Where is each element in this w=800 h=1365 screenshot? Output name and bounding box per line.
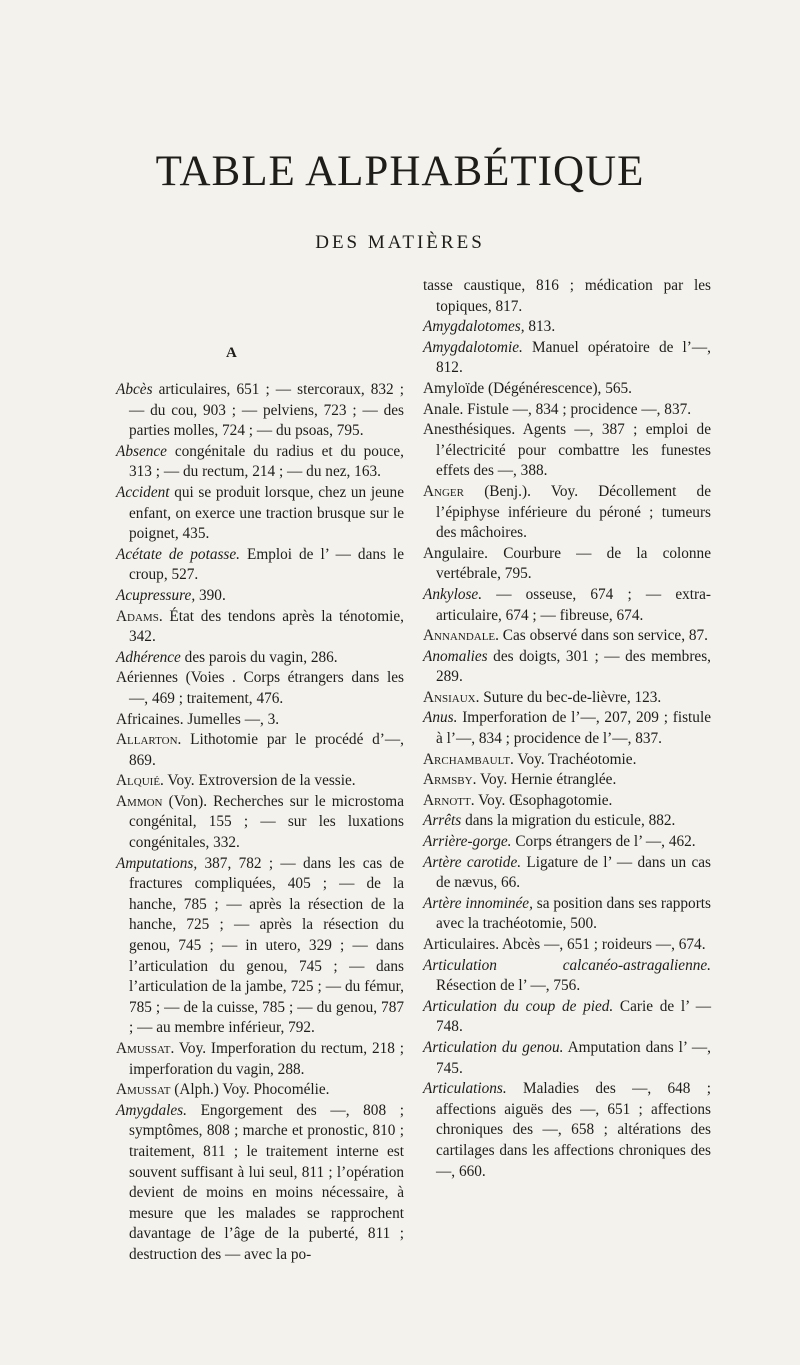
index-entry-text: des parois du vagin, 286. bbox=[180, 648, 338, 666]
index-entry-term: Adams. bbox=[116, 607, 163, 625]
index-entry-text: Amputation dans l’ —, 745. bbox=[436, 1038, 711, 1077]
index-entry-term: Anale. bbox=[423, 400, 464, 418]
index-entry bbox=[423, 997, 711, 1038]
index-entry bbox=[116, 380, 404, 442]
index-entry bbox=[116, 442, 404, 483]
index-entry-term: Articulation du genou. bbox=[423, 1038, 564, 1056]
index-entry-term: Amyloïde bbox=[423, 379, 485, 397]
index-entry-term: Amputations, bbox=[116, 854, 198, 872]
index-entry bbox=[116, 648, 404, 669]
index-entry-text: congénitale du radius et du pouce, 313 ; — du rectum, 214 ; — du nez, 163. bbox=[129, 442, 404, 481]
page-title: TABLE ALPHABÉTIQUE bbox=[155, 148, 645, 195]
index-entry-term: Aériennes bbox=[116, 669, 179, 687]
index-entry-text: Voy. Extroversion de la vessie. bbox=[163, 772, 356, 790]
index-entry-text: Ligature de l’ — dans un cas de nævus, 66. bbox=[436, 853, 711, 892]
index-entry-term: Anomalies bbox=[423, 647, 488, 665]
index-entry-term: Africaines. bbox=[116, 710, 184, 728]
index-entry-term: Artère carotide. bbox=[423, 853, 522, 871]
index-entry bbox=[116, 586, 404, 607]
index-entry bbox=[423, 338, 711, 379]
index-entry-term: Amussat bbox=[116, 1081, 171, 1099]
index-entry-term: Armsby. bbox=[423, 771, 477, 789]
index-entry-text: Suture du bec-de-lièvre, 123. bbox=[479, 688, 662, 706]
index-entry-text: Manuel opératoire de l’—, 812. bbox=[436, 338, 711, 377]
index-entry-text: (Alph.) Voy. Phocomélie. bbox=[170, 1081, 330, 1099]
index-entry bbox=[116, 771, 404, 792]
index-entry-text: Carie de l’ — 748. bbox=[436, 997, 711, 1036]
section-letter: A bbox=[226, 345, 237, 361]
index-entry-term: Amygdalotomie. bbox=[423, 338, 523, 356]
index-entry-text: dans la migration du esticule, 882. bbox=[461, 812, 676, 830]
index-entry-term: Alquié. bbox=[116, 772, 164, 790]
index-entry bbox=[116, 483, 404, 545]
index-entry-text: (Dégénérescence), 565. bbox=[484, 379, 632, 397]
index-entry-term: Ansiaux. bbox=[423, 688, 480, 706]
index-entry-term: Amygdales. bbox=[116, 1101, 187, 1119]
index-column-right bbox=[423, 276, 711, 1182]
index-entry-term: Articulaires. bbox=[423, 936, 500, 953]
index-entry-term: Absence bbox=[116, 442, 167, 460]
index-entry-text: Voy. Imperforation du rectum, 218 ; imperforation du vagin, 288. bbox=[129, 1040, 404, 1078]
index-entry bbox=[116, 792, 404, 854]
index-entry bbox=[423, 276, 711, 317]
index-entry bbox=[423, 894, 711, 935]
index-entry-term: Angulaire. bbox=[423, 544, 488, 562]
index-entry bbox=[423, 400, 711, 421]
index-entry bbox=[423, 853, 711, 894]
index-entry bbox=[423, 956, 711, 997]
index-entry-text: articulaires, 651 ; — stercoraux, 832 ; — du cou, 903 ; — pelviens, 723 ; — des parties molles, 724 ; — du psoas, 795. bbox=[129, 381, 404, 440]
index-entry bbox=[116, 854, 404, 1039]
index-entry bbox=[116, 607, 404, 648]
index-entry-text: Courbure — de la colonne vertébrale, 795. bbox=[436, 544, 711, 583]
index-entry-text: tasse caustique, 816 ; médication par les topiques, 817. bbox=[423, 277, 711, 315]
index-entry-term: Acupressure, bbox=[116, 586, 196, 604]
index-entry bbox=[423, 420, 711, 482]
index-entry-text: (Benj.). Voy. Décollement de l’épiphyse inférieure du péroné ; tumeurs des mâchoires. bbox=[436, 482, 711, 542]
index-entry-term: Adhérence bbox=[116, 648, 181, 666]
index-entry-term: Ammon bbox=[116, 792, 163, 810]
index-entry bbox=[423, 750, 711, 771]
index-entry bbox=[116, 1080, 404, 1101]
index-column-left bbox=[116, 380, 404, 1266]
index-entry bbox=[423, 482, 711, 544]
index-entry-term: Articulation calcanéo-astragalienne. bbox=[423, 956, 711, 974]
index-entry-term: Amussat. bbox=[116, 1040, 175, 1057]
index-entry bbox=[116, 1039, 404, 1080]
index-entry-text: Agents —, 387 ; emploi de l’électricité pour combattre les funestes effets des —, 388. bbox=[436, 421, 711, 480]
index-entry-text: Jumelles —, 3. bbox=[183, 710, 280, 728]
index-entry-term: Arrière-gorge. bbox=[423, 833, 512, 851]
index-entry bbox=[423, 1038, 711, 1079]
index-entry-text: Maladies des —, 648 ; affections aiguës des —, 651 ; affections chroniques des —, 658 ; altérations des cartilages dans les affections chroniques des —, 660. bbox=[436, 1080, 711, 1180]
index-entry-text: Cas observé dans son service, 87. bbox=[498, 627, 708, 645]
index-entry bbox=[423, 544, 711, 585]
page-subtitle: DES MATIÈRES bbox=[315, 232, 485, 253]
index-entry bbox=[423, 832, 711, 853]
index-entry-text: Engorgement des —, 808 ; symptômes, 808 ; marche et pronostic, 810 ; traitement, 811 ; le traitement interne est souvent suffisant à lui seul, 811 ; l’opération devient de moins en moins nécessaire, à mesure que les malades se rapprochent davantage de l’âge de la puberté, 811 ; destruction des — avec la po- bbox=[129, 1101, 404, 1263]
index-entry bbox=[116, 545, 404, 586]
index-entry-text: Imperforation de l’—, 207, 209 ; fistule à l’—, 834 ; procidence de l’—, 837. bbox=[436, 709, 711, 748]
index-entry-term: Archambault. bbox=[423, 750, 514, 768]
index-entry bbox=[423, 688, 711, 709]
index-entry-text: Voy. Trachéotomie. bbox=[513, 750, 637, 768]
index-entry bbox=[423, 708, 711, 749]
index-entry-text: Lithotomie par le procédé d’—, 869. bbox=[129, 731, 404, 769]
index-entry-term: Arnott. bbox=[423, 791, 475, 809]
index-entry bbox=[116, 710, 404, 731]
index-entry-term: Annandale. bbox=[423, 627, 499, 645]
index-entry-text: sa position dans ses rapports avec la trachéotomie, 500. bbox=[436, 894, 711, 933]
index-entry bbox=[423, 317, 711, 338]
index-entry bbox=[423, 935, 711, 956]
index-entry-text: État des tendons après la ténotomie, 342. bbox=[129, 607, 404, 646]
index-entry-text: Fistule —, 834 ; procidence —, 837. bbox=[463, 400, 692, 418]
index-entry-text: (Von). Recherches sur le microstoma congénital, 155 ; — sur les luxations congénitales, 332. bbox=[129, 792, 404, 852]
index-entry-term: Abcès bbox=[116, 381, 153, 398]
index-entry bbox=[423, 791, 711, 812]
index-entry bbox=[423, 1079, 711, 1182]
index-entry-text: Voy. Œsophagotomie. bbox=[474, 791, 613, 809]
index-entry-text: Abcès —, 651 ; roideurs —, 674. bbox=[499, 936, 706, 953]
index-entry-text: Emploi de l’ — dans le croup, 527. bbox=[129, 545, 404, 584]
index-entry-text: — osseuse, 674 ; — extra-articulaire, 674 ; — fibreuse, 674. bbox=[436, 585, 711, 624]
index-entry-text: (Voies . Corps étrangers dans les —, 469 ; traitement, 476. bbox=[129, 669, 404, 707]
index-entry-text: 390. bbox=[195, 586, 226, 604]
index-entry-text: des doigts, 301 ; — des membres, 289. bbox=[436, 647, 711, 686]
index-entry bbox=[423, 585, 711, 626]
index-entry-term: Artère innominée, bbox=[423, 894, 533, 912]
index-entry-term: Arrêts bbox=[423, 812, 462, 830]
index-entry-term: Amygdalotomes, bbox=[423, 318, 525, 336]
index-entry-term: Anus. bbox=[423, 709, 458, 727]
index-entry-term: Articulations. bbox=[423, 1080, 507, 1098]
index-entry bbox=[423, 379, 711, 400]
index-entry-text: Corps étrangers de l’ —, 462. bbox=[511, 833, 696, 851]
index-entry-text: Résection de l’ —, 756. bbox=[436, 977, 581, 995]
index-entry-term: Anger bbox=[423, 482, 464, 500]
index-entry bbox=[423, 811, 711, 832]
index-entry-term: Acétate de potasse. bbox=[116, 545, 240, 563]
index-entry bbox=[423, 647, 711, 688]
index-entry-text: 387, 782 ; — dans les cas de fractures compliquées, 405 ; — de la hanche, 785 ; — après la résection de la hanche, 725 ; — après la résection du genou, 745 ; — in utero, 329 ; — dans l’articulation du genou, 745 ; — dans l’articulation de la jambe, 725 ; — du fémur, 785 ; — de la cuisse, 785 ; — du genou, 787 ; — au membre inférieur, 792. bbox=[129, 854, 404, 1037]
index-entry bbox=[423, 626, 711, 647]
index-entry bbox=[116, 668, 404, 709]
index-entry bbox=[116, 1101, 404, 1266]
index-entry-term: Allarton. bbox=[116, 731, 182, 749]
index-entry-text: qui se produit lorsque, chez un jeune enfant, on exerce une traction brusque sur le poignet, 435. bbox=[129, 483, 404, 543]
index-entry bbox=[423, 770, 711, 791]
index-entry-term: Anesthésiques. bbox=[423, 421, 516, 439]
index-entry-term: Ankylose. bbox=[423, 585, 483, 603]
index-entry-term: Articulation du coup de pied. bbox=[423, 997, 614, 1015]
index-entry bbox=[116, 730, 404, 771]
index-entry-text: Voy. Hernie étranglée. bbox=[476, 771, 617, 789]
index-entry-text: 813. bbox=[524, 318, 556, 336]
index-entry-term: Accident bbox=[116, 483, 170, 501]
